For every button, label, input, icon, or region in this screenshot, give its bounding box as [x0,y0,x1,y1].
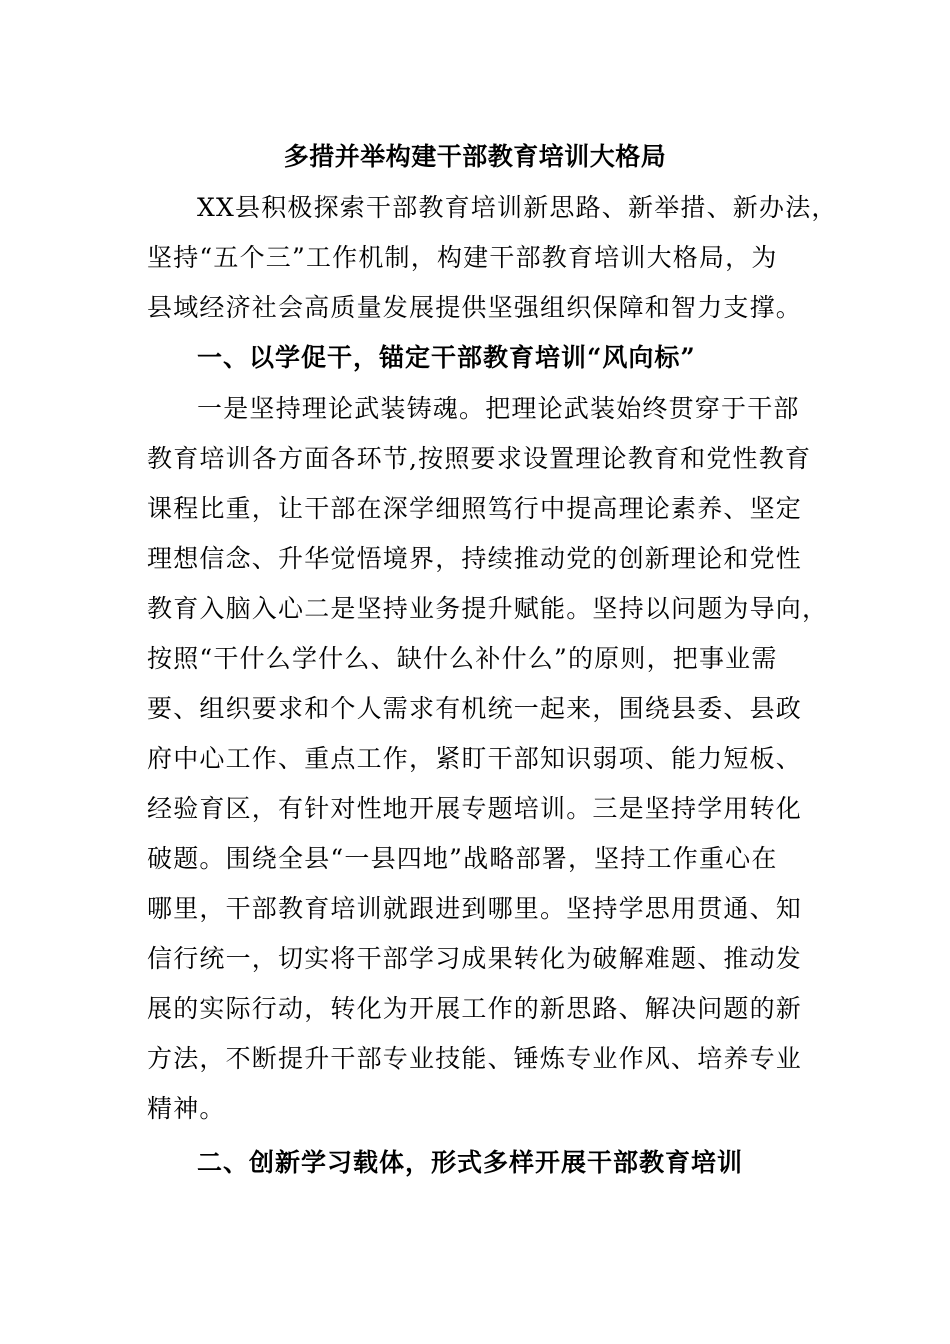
paragraph-line: 展的实际行动，转化为开展工作的新思路、解决问题的新 [147,994,803,1023]
paragraph-line: 信行统一，切实将干部学习成果转化为破解难题、推动发 [147,944,803,973]
paragraph-line: 课程比重，让干部在深学细照笃行中提高理论素养、坚定 [147,494,803,523]
paragraph-line: 教育培训各方面各环节,按照要求设置理论教育和党性教育 [147,444,812,473]
paragraph-line: 一是坚持理论武装铸魂。把理论武装始终贯穿于干部 [197,394,800,423]
paragraph-line: 按照“干什么学什么、缺什么补什么”的原则，把事业需 [147,644,778,673]
paragraph-line: 经验育区，有针对性地开展专题培训。三是坚持学用转化 [147,794,803,823]
paragraph-line: 县域经济社会高质量发展提供坚强组织保障和智力支撑。 [147,293,803,322]
paragraph-line: 精神。 [147,1094,226,1123]
paragraph-line: 破题。围绕全县“一县四地”战略部署，坚持工作重心在 [147,844,778,873]
paragraph-line: 府中心工作、重点工作，紧盯干部知识弱项、能力短板、 [147,744,803,773]
paragraph-line: 教育入脑入心二是坚持业务提升赋能。坚持以问题为导向， [147,594,829,623]
section-1-body [147,384,829,1134]
section-heading-2: 二、创新学习载体，形式多样开展干部教育培训 [197,1148,744,1177]
paragraph-line: 方法，不断提升干部专业技能、锤炼专业作风、培养专业 [147,1044,803,1073]
paragraph-line: 要、组织要求和个人需求有机统一起来，围绕县委、县政 [147,694,803,723]
paragraph-line: 哪里，干部教育培训就跟进到哪里。坚持学思用贯通、知 [147,894,803,923]
paragraph-line: 理想信念、升华觉悟境界，持续推动党的创新理论和党性 [147,544,803,573]
paragraph-line: XX县积极探索干部教育培训新思路、新举措、新办法， [197,193,838,222]
paragraph-line: 坚持“五个三”工作机制，构建干部教育培训大格局，为 [147,243,778,272]
document-title: 多措并举构建干部教育培训大格局 [283,142,667,171]
intro-paragraph [147,183,838,333]
section-heading-1: 一、以学促干，锚定干部教育培训“风向标” [197,343,696,372]
